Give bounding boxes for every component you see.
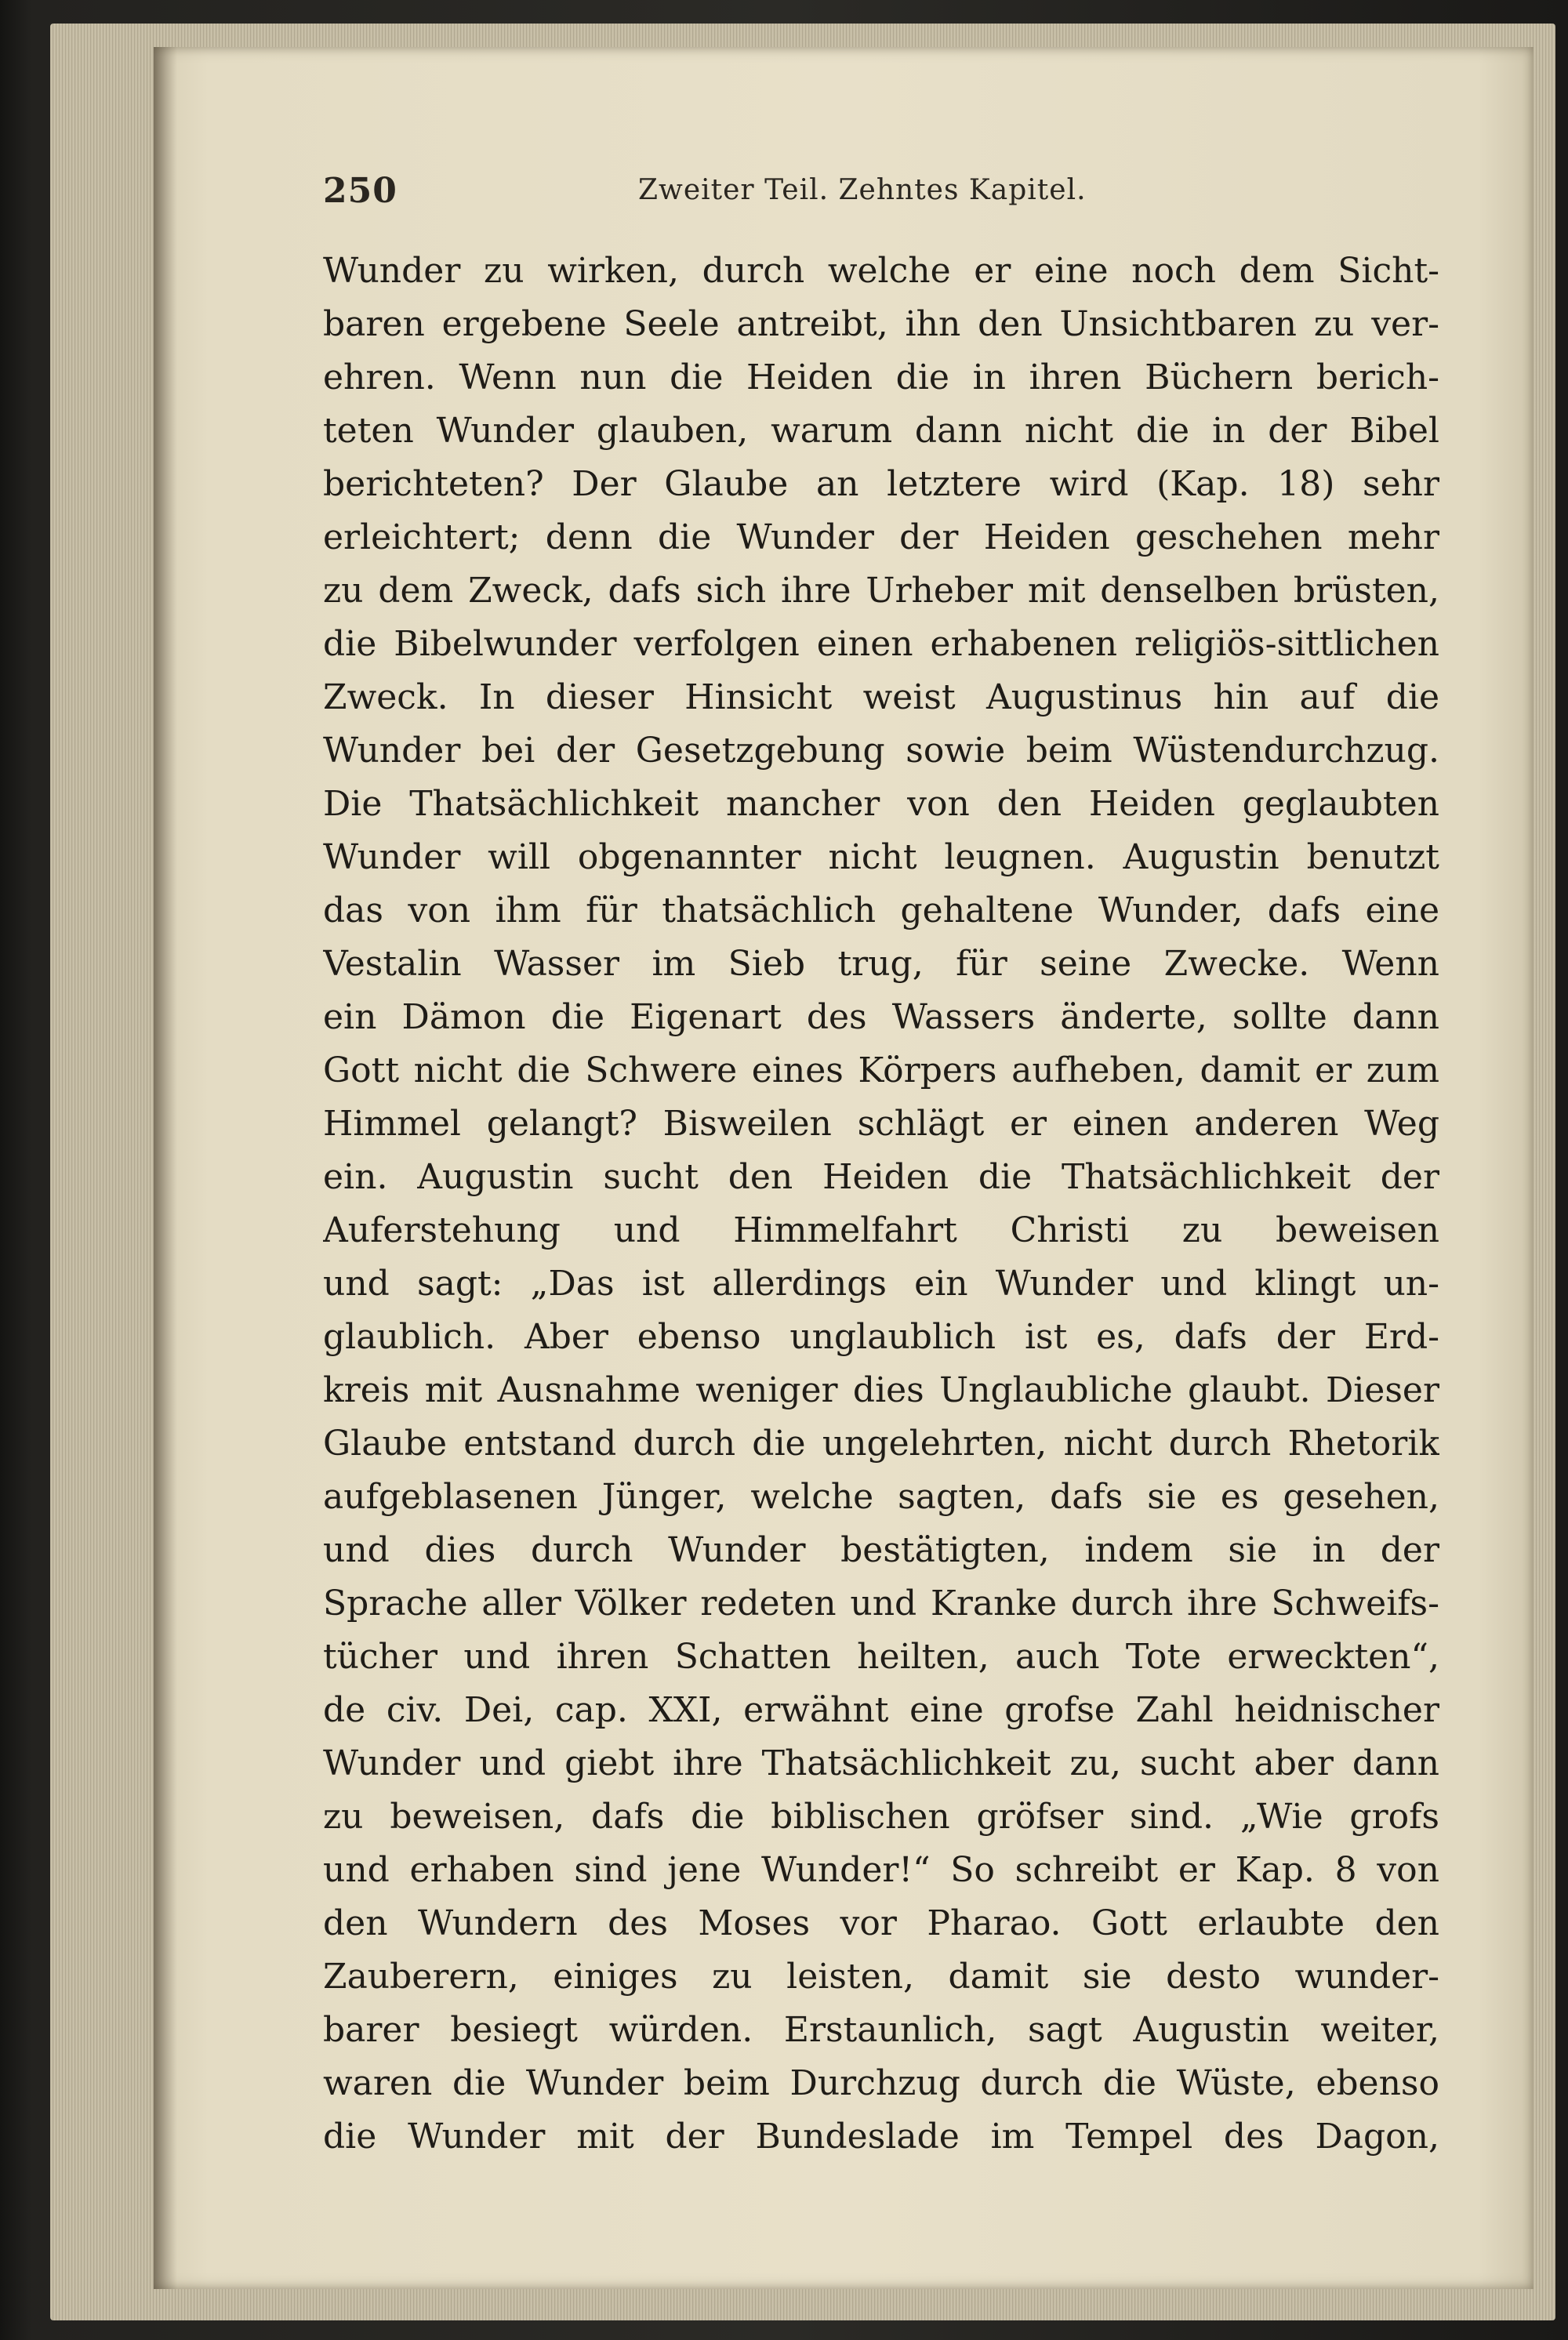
text-line: Gott nicht die Schwere eines Körpers aufheben, damit er zum <box>323 1050 1439 1090</box>
text-line: ehren. Wenn nun die Heiden die in ihren Büchern berich- <box>323 357 1439 397</box>
page-header <box>323 171 1436 218</box>
text-line: Wunder will obgenannter nicht leugnen. Augustin benutzt <box>323 837 1439 877</box>
text-line: aufgeblasenen Jünger, welche sagten, dafs sie es gesehen, <box>323 1477 1439 1517</box>
text-line: Wunder bei der Gesetzgebung sowie beim Wüstendurchzug. <box>323 731 1439 771</box>
text-line: Zauberern, einiges zu leisten, damit sie desto wunder- <box>323 1957 1439 1997</box>
text-line: die Wunder mit der Bundeslade im Tempel des Dagon, <box>323 2117 1439 2157</box>
text-line: kreis mit Ausnahme weniger dies Unglaubliche glaubt. Dieser <box>323 1370 1439 1410</box>
text-line: tücher und ihren Schatten heilten, auch Tote erweckten“, <box>323 1637 1439 1677</box>
spine-shadow <box>154 47 177 2289</box>
text-line: Auferstehung und Himmelfahrt Christi zu beweisen <box>323 1210 1439 1250</box>
text-line: barer besiegt würden. Erstaunlich, sagt Augustin weiter, <box>323 2010 1439 2050</box>
text-line: ein Dämon die Eigenart des Wassers änderte, sollte dann <box>323 997 1439 1037</box>
text-line: Die Thatsächlichkeit mancher von den Heiden geglaubten <box>323 784 1439 824</box>
text-line: waren die Wunder beim Durchzug durch die Wüste, ebenso <box>323 2063 1439 2103</box>
text-line: Vestalin Wasser im Sieb trug, für seine Zwecke. Wenn <box>323 944 1439 984</box>
body-text <box>323 245 1439 2164</box>
text-line: und erhaben sind jene Wunder!“ So schreibt er Kap. 8 von <box>323 1850 1439 1890</box>
text-line: ein. Augustin sucht den Heiden die Thatsächlichkeit der <box>323 1157 1439 1197</box>
text-line: zu dem Zweck, dafs sich ihre Urheber mit denselben brüsten, <box>323 571 1439 611</box>
text-line: den Wundern des Moses vor Pharao. Gott erlaubte den <box>323 1903 1439 1943</box>
text-line: und dies durch Wunder bestätigten, indem sie in der <box>323 1530 1439 1570</box>
text-line: Wunder und giebt ihre Thatsächlichkeit zu, sucht aber dann <box>323 1743 1439 1783</box>
running-head: Zweiter Teil. Zehntes Kapitel. <box>638 174 1087 206</box>
text-line: Sprache aller Völker redeten und Kranke durch ihre Schweifs- <box>323 1584 1439 1623</box>
text-line: die Bibelwunder verfolgen einen erhabenen religiös-sittlichen <box>323 624 1439 664</box>
text-line: Zweck. In dieser Hinsicht weist Augustinus hin auf die <box>323 677 1439 717</box>
text-line: baren ergebene Seele antreibt, ihn den Unsichtbaren zu ver- <box>323 304 1439 344</box>
text-line: Himmel gelangt? Bisweilen schlägt er einen anderen Weg <box>323 1104 1439 1144</box>
page-number: 250 <box>323 171 397 211</box>
text-line: zu beweisen, dafs die biblischen gröfser sind. „Wie grofs <box>323 1797 1439 1837</box>
text-line: Glaube entstand durch die ungelehrten, nicht durch Rhetorik <box>323 1424 1439 1464</box>
text-line: Wunder zu wirken, durch welche er eine noch dem Sicht- <box>323 251 1439 291</box>
text-line: und sagt: „Das ist allerdings ein Wunder und klingt un- <box>323 1264 1439 1304</box>
text-line: glaublich. Aber ebenso unglaublich ist es, dafs der Erd- <box>323 1317 1439 1357</box>
text-line: teten Wunder glauben, warum dann nicht die in der Bibel <box>323 411 1439 451</box>
text-line: erleichtert; denn die Wunder der Heiden geschehen mehr <box>323 517 1439 557</box>
text-line: berichteten? Der Glaube an letztere wird (Kap. 18) sehr <box>323 464 1439 504</box>
text-line: de civ. Dei, cap. XXI, erwähnt eine grofse Zahl heidnischer <box>323 1690 1439 1730</box>
text-line: das von ihm für thatsächlich gehaltene Wunder, dafs eine <box>323 891 1439 931</box>
